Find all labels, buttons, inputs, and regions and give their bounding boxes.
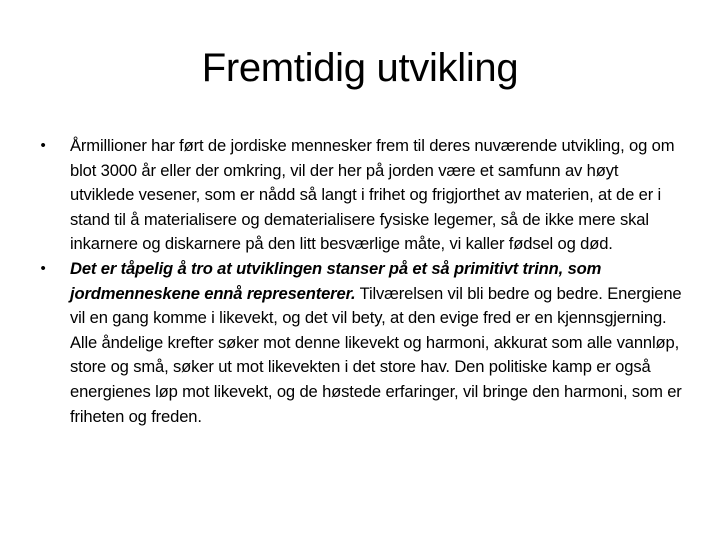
bullet-emphasis-text: Det er tåpelig å tro at utviklingen stanser på et så primitivt trinn, som jordmenneskene ennå representerer. [70, 258, 602, 303]
bullet-list [36, 134, 684, 429]
bullet-icon: • [40, 137, 46, 154]
bullet-text: Årmillioner har ført de jordiske mennesker frem til deres nuværende utvikling, og om blot 3000 år eller der omkring, vil der her på jorden være et samfunn av høyt utviklede vesener, som er nådd så langt i frihet og frigjorthet av materien, at de er i stand til å materialisere og dematerialisere fysiske legemer, så de ikke mere skal inkarnere og diskarnere på den litt besværlige måte, vi kaller fødsel og død. [70, 136, 675, 254]
bullet-text: Tilværelsen vil bli bedre og bedre. Energiene vil en gang komme i likevekt, og det vil bety, at den evige fred er en kjennsgjerning. Alle åndelige krefter søker mot denne likevekt og harmoni, akkurat som alle vannløp, store og små, søker ut mot likevekten i det store hav. Den politiske kamp er også energienes løp mot likevekt, og de høstede erfaringer, vil bringe den harmoni, som er friheten og freden. [70, 283, 682, 426]
bullet-icon: • [40, 259, 46, 277]
bullet-item-2 [36, 257, 684, 429]
bullet-item-1 [36, 134, 684, 257]
slide-title: Fremtidig utvikling [201, 46, 519, 90]
